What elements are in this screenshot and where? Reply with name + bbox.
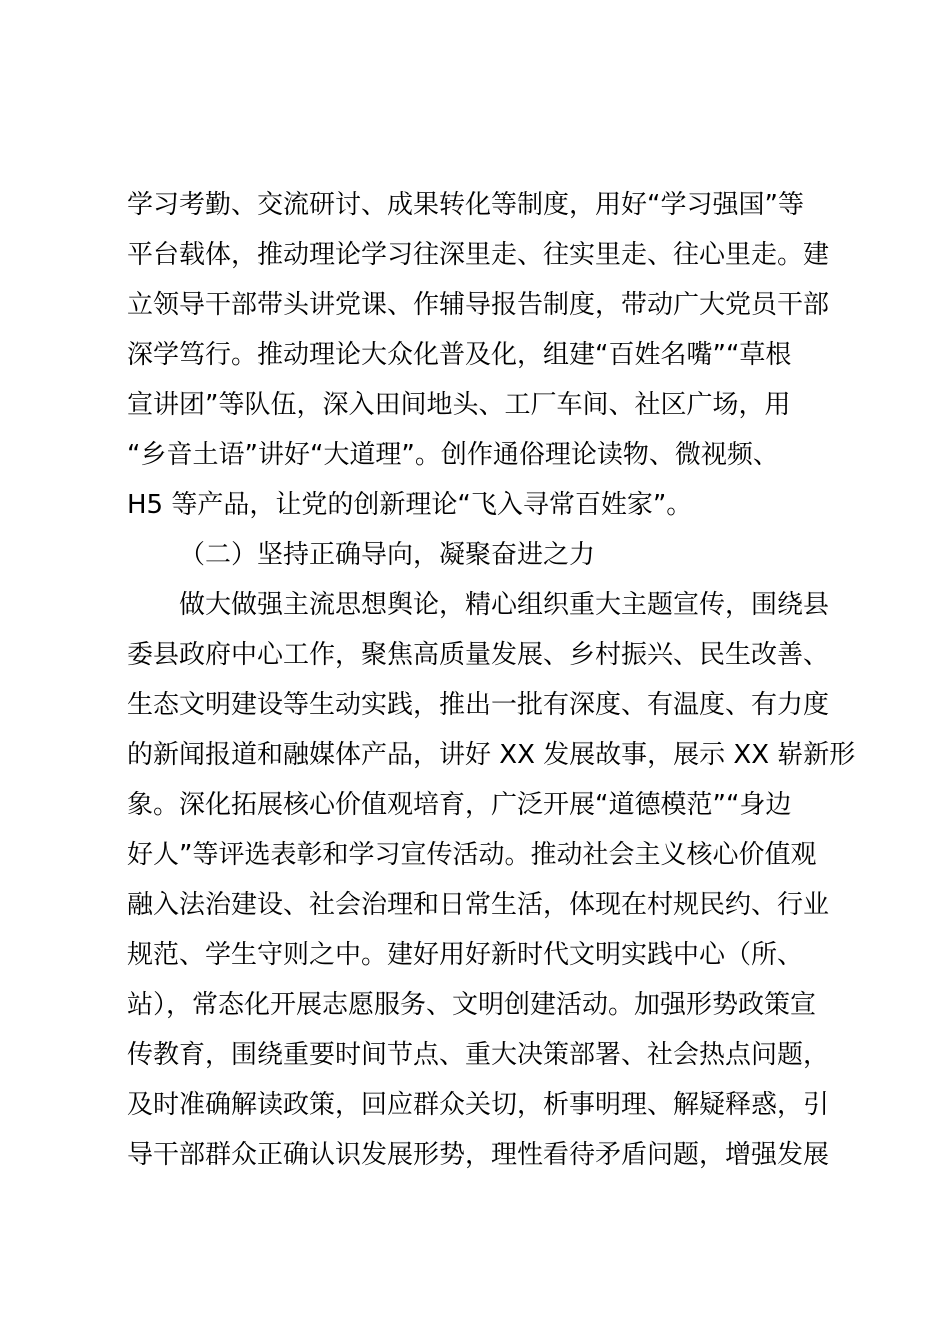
paragraph-2-line: 融入法治建设、社会治理和日常生活，体现在村规民约、行业 <box>127 890 830 920</box>
paragraph-1-line: 立领导干部带头讲党课、作辅导报告制度，带动广大党员干部 <box>127 290 830 320</box>
paragraph-2-line: 委县政府中心工作，聚焦高质量发展、乡村振兴、民生改善、 <box>127 640 830 670</box>
paragraph-1-line: “乡音土语”讲好“大道理”。创作通俗理论读物、微视频、 <box>127 440 779 470</box>
paragraph-2-line: 的新闻报道和融媒体产品，讲好 XX 发展故事，展示 XX 崭新形 <box>127 740 856 770</box>
paragraph-2-line: 象。深化拓展核心价值观培育，广泛开展“道德模范”“身边 <box>127 790 792 820</box>
paragraph-2-line: 做大做强主流思想舆论，精心组织重大主题宣传，围绕县 <box>179 590 830 620</box>
paragraph-2 <box>127 580 856 1180</box>
paragraph-2-line: 及时准确解读政策，回应群众关切，析事明理、解疑释惑，引 <box>127 1090 830 1120</box>
paragraph-1 <box>127 180 847 530</box>
paragraph-1-line: H5 等产品，让党的创新理论“飞入寻常百姓家”。 <box>127 490 693 520</box>
paragraph-2-line: 导干部群众正确认识发展形势，理性看待矛盾问题，增强发展 <box>127 1140 830 1170</box>
paragraph-1-line: 平台载体，推动理论学习往深里走、往实里走、往心里走。建 <box>127 240 830 270</box>
paragraph-2-line: 站），常态化开展志愿服务、文明创建活动。加强形势政策宣 <box>127 990 817 1020</box>
paragraph-1-line: 深学笃行。推动理论大众化普及化，组建“百姓名嘴”“草根 <box>127 340 792 370</box>
paragraph-2-line: 规范、学生守则之中。建好用好新时代文明实践中心（所、 <box>127 940 804 970</box>
document-body <box>127 180 856 1180</box>
paragraph-2-line: 好人”等评选表彰和学习宣传活动。推动社会主义核心价值观 <box>127 840 817 870</box>
paragraph-2-line: 生态文明建设等生动实践，推出一批有深度、有温度、有力度 <box>127 690 830 720</box>
paragraph-1-line: 宣讲团”等队伍，深入田间地头、工厂车间、社区广场，用 <box>127 390 791 420</box>
paragraph-2-line: 传教育，围绕重要时间节点、重大决策部署、社会热点问题， <box>127 1040 830 1070</box>
paragraph-1-line: 学习考勤、交流研讨、成果转化等制度，用好“学习强国”等 <box>127 190 804 220</box>
section-heading: （二）坚持正确导向，凝聚奋进之力 <box>179 540 596 570</box>
